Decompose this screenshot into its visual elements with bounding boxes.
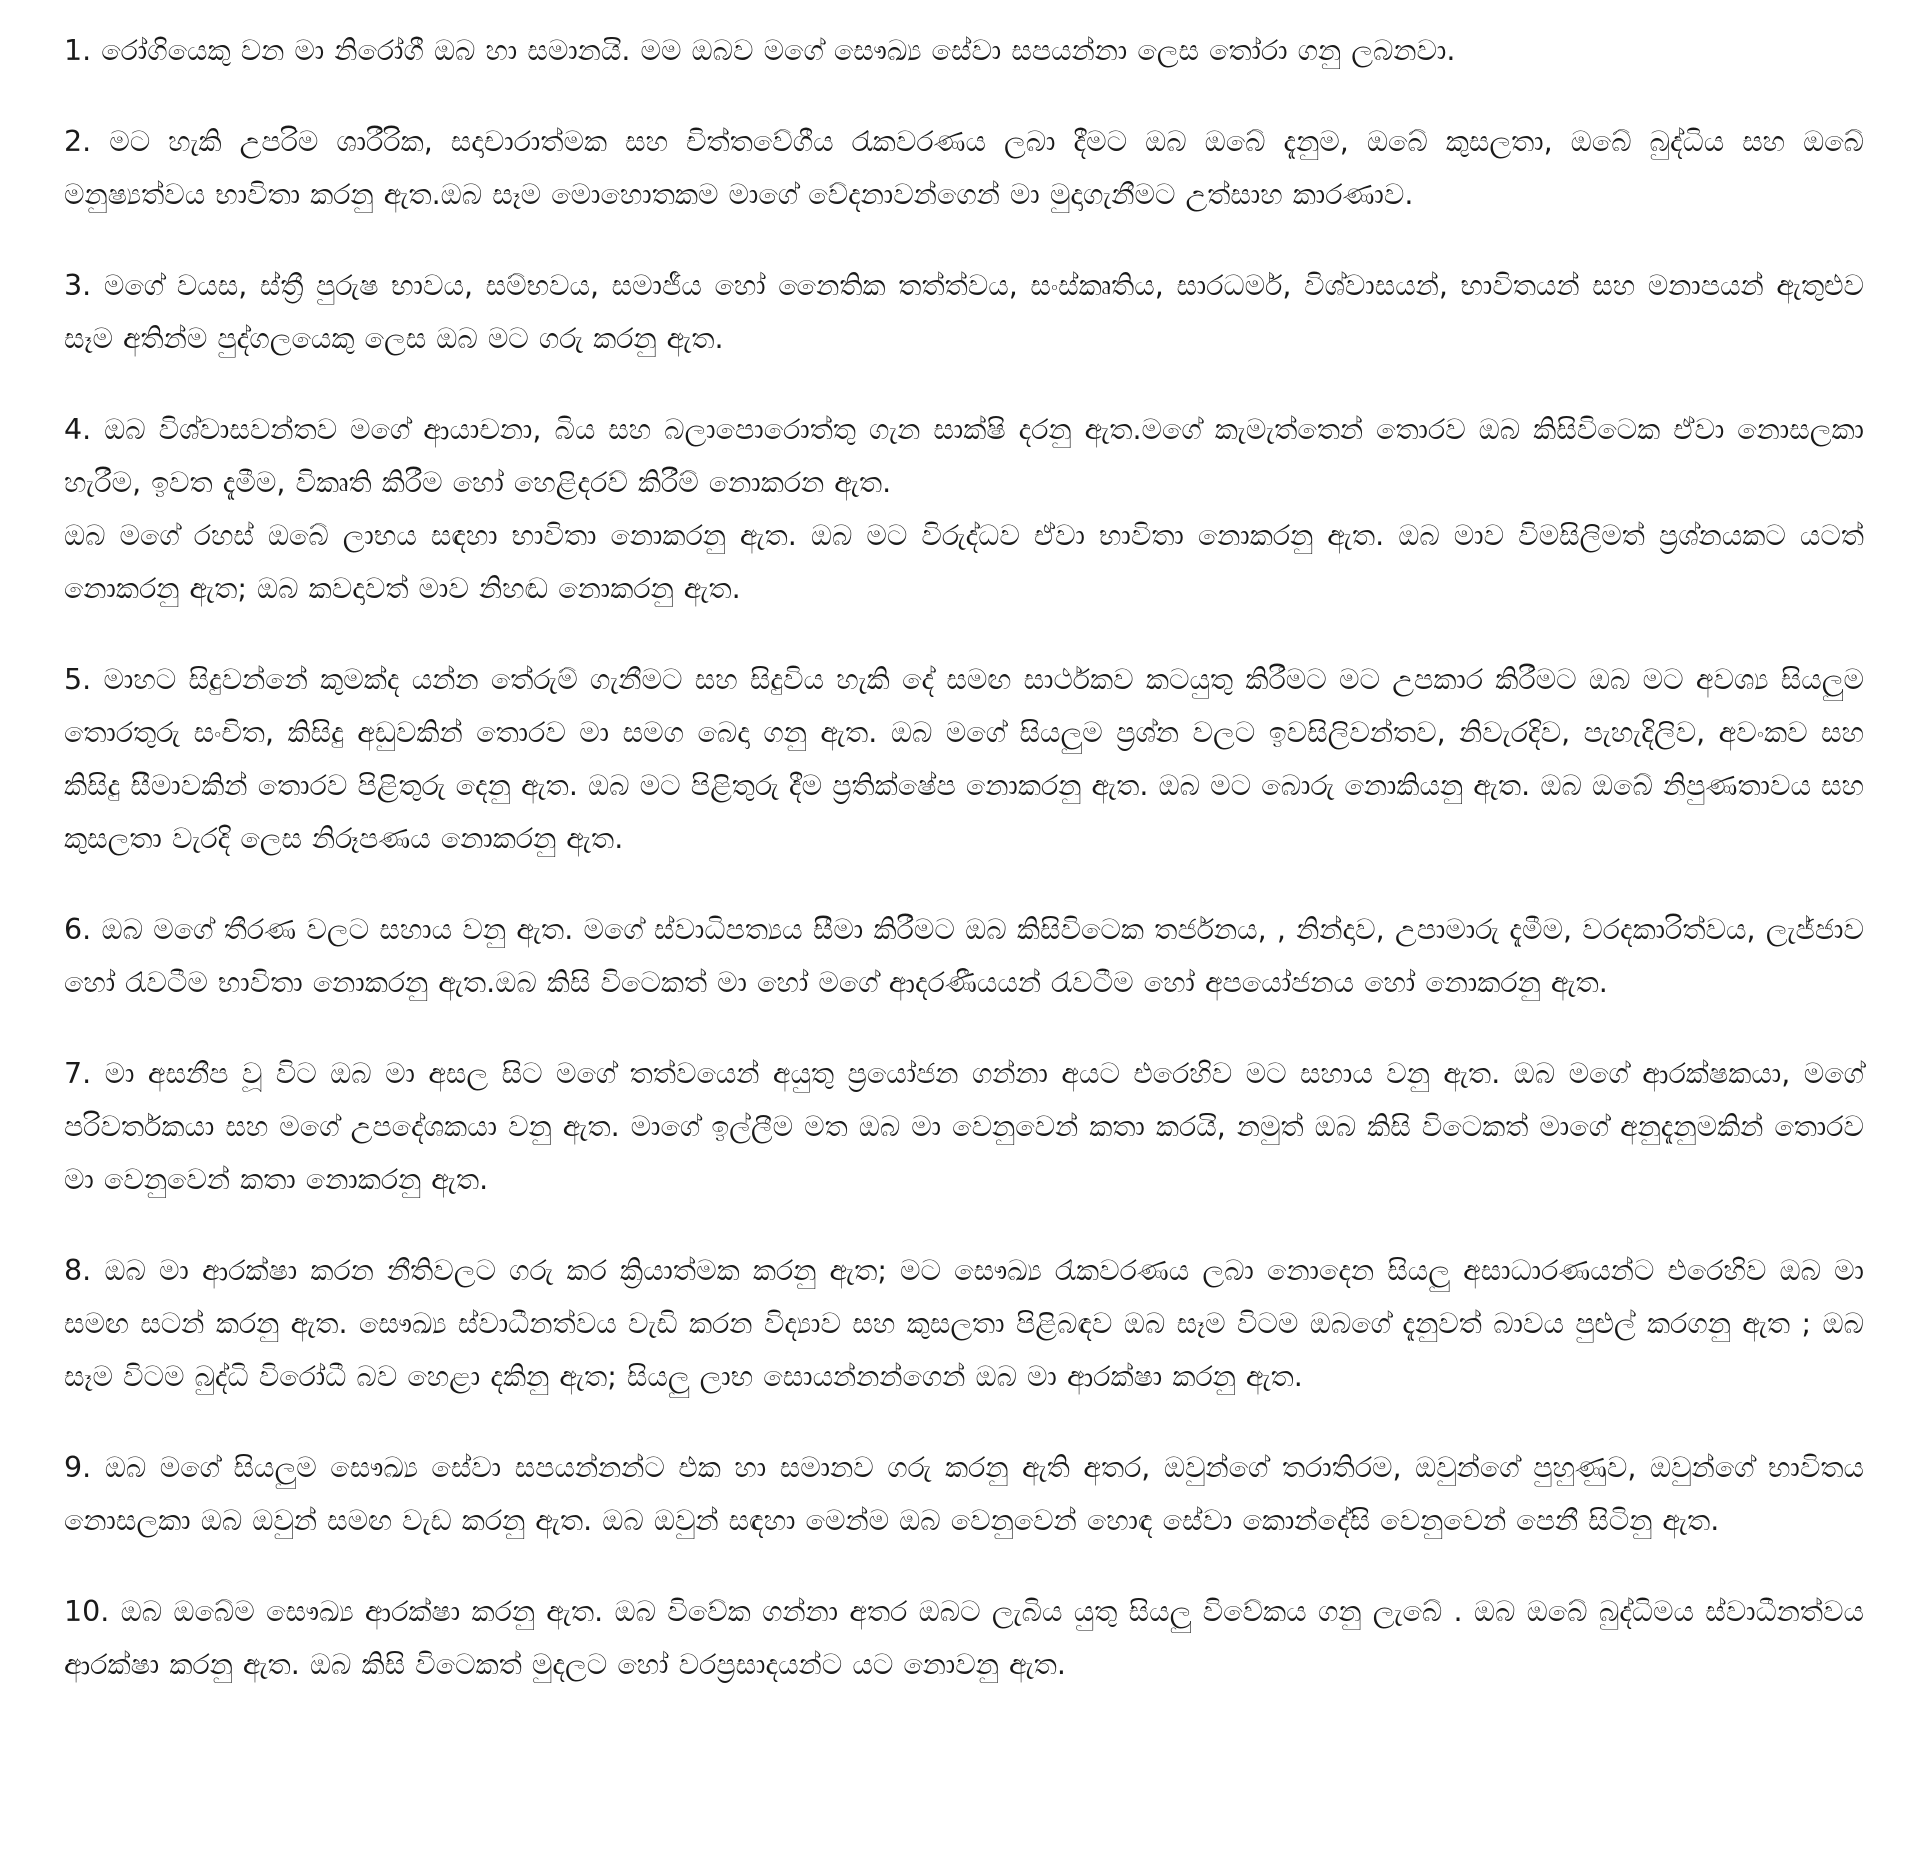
- item-number: 2.: [64, 125, 92, 158]
- item-text: ඔබ මගේ සියලුම සෞඛ්‍ය සේවා සපයන්නන්ට එක හා සමානව ගරු කරනු ඇති අතර, ඔවුන්ගේ තරාතිරම, ඔවුන්ගේ පුහුණුව, ඔවුන්ගේ භාවිතය නොසලකා ඔබ ඔවුන් සමඟ වැඩ කරනු ඇත. ඔබ ඔවුන් සඳහා මෙන්ම ඔබ වෙනුවෙන් හොඳ සේවා කොන්දේසි වෙනුවෙන් පෙනී සිටිනු ඇත.: [64, 1451, 1864, 1537]
- item-text: මට හැකි උපරිම ශාරීරික, සදාචාරාත්මක සහ චිත්තවේගීය රැකවරණය ලබා දීමට ඔබ ඔබේ දැනුම, ඔබේ කුසලතා, ඔබේ බුද්ධිය සහ ඔබේ මනුෂ්‍යත්වය භාවිතා කරනු ඇත.ඔබ සෑම මොහොතකම මාගේ වේදනාවන්ගෙන් මා මුදාගැනීමට උත්සාහ කාරණාව.: [64, 125, 1865, 211]
- list-item-8: [64, 1244, 1864, 1403]
- item-text: ඔබ ඔබේම සෞඛ්‍ය ආරක්ෂා කරනු ඇත. ඔබ විවේක ගන්නා අතර ඔබට ලැබිය යුතු සියලු විවේකය ගනු ලැබේ . ඔබ ඔබේ බුද්ධිමය ස්වාධීනත්වය ආරක්ෂා කරනු ඇත. ඔබ කිසි විටෙකත් මුදලට හෝ වරප්‍රසාදයන්ට යට නොවනු ඇත.: [64, 1595, 1864, 1681]
- paragraph: [64, 903, 1864, 1009]
- item-number: 5.: [64, 663, 92, 696]
- item-number: 10.: [64, 1595, 110, 1628]
- list-item-7: [64, 1047, 1864, 1206]
- list-item-3: [64, 259, 1864, 365]
- item-number: 9.: [64, 1451, 92, 1484]
- item-number: 1.: [64, 34, 92, 67]
- item-text: මගේ වයස, ස්ත්‍රී පුරුෂ භාවය, සම්භවය, සමාජීය හෝ නෛතික තත්ත්වය, සංස්කෘතිය, සාරධර්ම, විශ්වාසයන්, භාවිතයන් සහ මනාපයන් ඇතුළුව සෑම අතින්ම පුද්ගලයෙකු ලෙස ඔබ මට ගරු කරනු ඇත.: [64, 269, 1865, 355]
- list-item-6: [64, 903, 1864, 1009]
- paragraph: [64, 1585, 1864, 1691]
- list-item-2: [64, 115, 1864, 221]
- item-text: මා අසනීප වූ විට ඔබ මා අසල සිට මගේ තත්වයෙන් අයුතු ප්‍රයෝජන ගන්නා අයට එරෙහිව මට සහාය වනු ඇත. ඔබ මගේ ආරක්ෂකයා, මගේ පරිවර්තකයා සහ මගේ උපදේශකයා වනු ඇත. මාගේ ඉල්ලීම මත ඔබ මා වෙනුවෙන් කතා කරයි, නමුත් ඔබ කිසි විටෙකත් මාගේ අනුදැනුමකින් තොරව මා වෙනුවෙන් කතා නොකරනු ඇත.: [64, 1057, 1864, 1196]
- list-item-5: [64, 653, 1864, 865]
- item-number: 8.: [64, 1254, 92, 1287]
- item-number: 7.: [64, 1057, 92, 1090]
- item-number: 6.: [64, 913, 92, 946]
- item-number: 3.: [64, 269, 92, 302]
- paragraph: [64, 115, 1864, 221]
- item-text: රෝගියෙකු වන මා නිරෝගී ඔබ හා සමානයි. මම ඔබව මගේ සෞඛ්‍ය සේවා සපයන්නා ලෙස තෝරා ගනු ලබනවා.: [101, 34, 1456, 67]
- paragraph: [64, 1244, 1864, 1403]
- list-item-1: [64, 24, 1864, 77]
- item-text: ඔබ මා ආරක්ෂා කරන නීතිවලට ගරු කර ක්‍රියාත්මක කරනු ඇත; මට සෞඛ්‍ය රැකවරණය ලබා නොදෙන සියලු අසාධාරණයන්ට එරෙහිව ඔබ මා සමඟ සටන් කරනු ඇත. සෞඛ්‍ය ස්වාධීනත්වය වැඩි කරන විද්‍යාව සහ කුසලතා පිළිබඳව ඔබ සෑම විටම ඔබගේ දැනුවත් බාවය පුළුල් කරගනු ඇත ; ඔබ සෑම විටම බුද්ධි විරෝධී බව හෙළා දකිනු ඇත; සියලු ලාභ සොයන්නන්ගෙන් ඔබ මා ආරක්ෂා කරනු ඇත.: [64, 1254, 1864, 1393]
- list-item-4: [64, 403, 1864, 615]
- item-text: ඔබ විශ්වාසවන්තව මගේ ආයාචනා, බිය සහ බලාපොරොත්තු ගැන සාක්ෂි දරනු ඇත.මගේ කැමැත්තෙන් තොරව ඔබ කිසිවිටෙක ඒවා නොසලකා හැරීම, ඉවත දැමීම, විකෘති කිරීම හෝ හෙළිදරව් කිරීම් නොකරන ඇත.: [64, 413, 1864, 499]
- item-number: 4.: [64, 413, 92, 446]
- document-body: [64, 24, 1864, 1691]
- paragraph: [64, 24, 1864, 77]
- item-text: ඔබ මගේ තීරණ වලට සහාය වනු ඇත. මගේ ස්වාධිපත්‍යය සීමා කිරීමට ඔබ කිසිවිටෙක තර්ජනය, , නින්දාව, උපාමාරු දැමීම, වරදකාරිත්වය, ලැජ්ජාව හෝ රැවටීම භාවිතා නොකරනු ඇත.ඔබ කිසි විටෙකත් මා හෝ මගේ ආදරණීයයන් රැවටීම හෝ අපයෝජනය හෝ නොකරනු ඇත.: [64, 913, 1864, 999]
- paragraph: ඔබ මගේ රහස් ඔබේ ලාභය සඳහා භාවිතා නොකරනු ඇත. ඔබ මට විරුද්ධව ඒවා භාවිතා නොකරනු ඇත. ඔබ මාව විමසිලිමත් ප්‍රශ්නයකට යටත් නොකරනු ඇත; ඔබ කවදාවත් මාව නිහඬ නොකරනු ඇත.: [64, 519, 1864, 605]
- item-text: මාහට සිදුවන්නේ කුමක්ද යන්න තේරුම් ගැනීමට සහ සිදුවිය හැකි දේ සමඟ සාර්ථකව කටයුතු කිරීමට මට උපකාර කිරීමට ඔබ මට අවශ්‍ය සියලුම තොරතුරු සංචිත, කිසිදු අඩුවකින් තොරව මා සමග බෙදා ගනු ඇත. ඔබ මගේ සියලුම ප්‍රශ්න වලට ඉවසිලිවන්තව, නිවැරදිව, පැහැදිලිව, අවංකව සහ කිසිදු සීමාවකින් තොරව පිළිතුරු දෙනු ඇත. ඔබ මට පිළිතුරු දීම ප්‍රතික්ෂේප නොකරනු ඇත. ඔබ මට බොරු නොකියනු ඇත. ඔබ ඔබේ නිපුණතාවය සහ කුසලතා වැරදි ලෙස නිරූපණය නොකරනු ඇත.: [64, 663, 1864, 855]
- paragraph: [64, 1441, 1864, 1547]
- list-item-9: [64, 1441, 1864, 1547]
- paragraph: [64, 403, 1864, 509]
- paragraph: [64, 653, 1864, 865]
- list-item-10: [64, 1585, 1864, 1691]
- paragraph: [64, 1047, 1864, 1206]
- paragraph: [64, 259, 1864, 365]
